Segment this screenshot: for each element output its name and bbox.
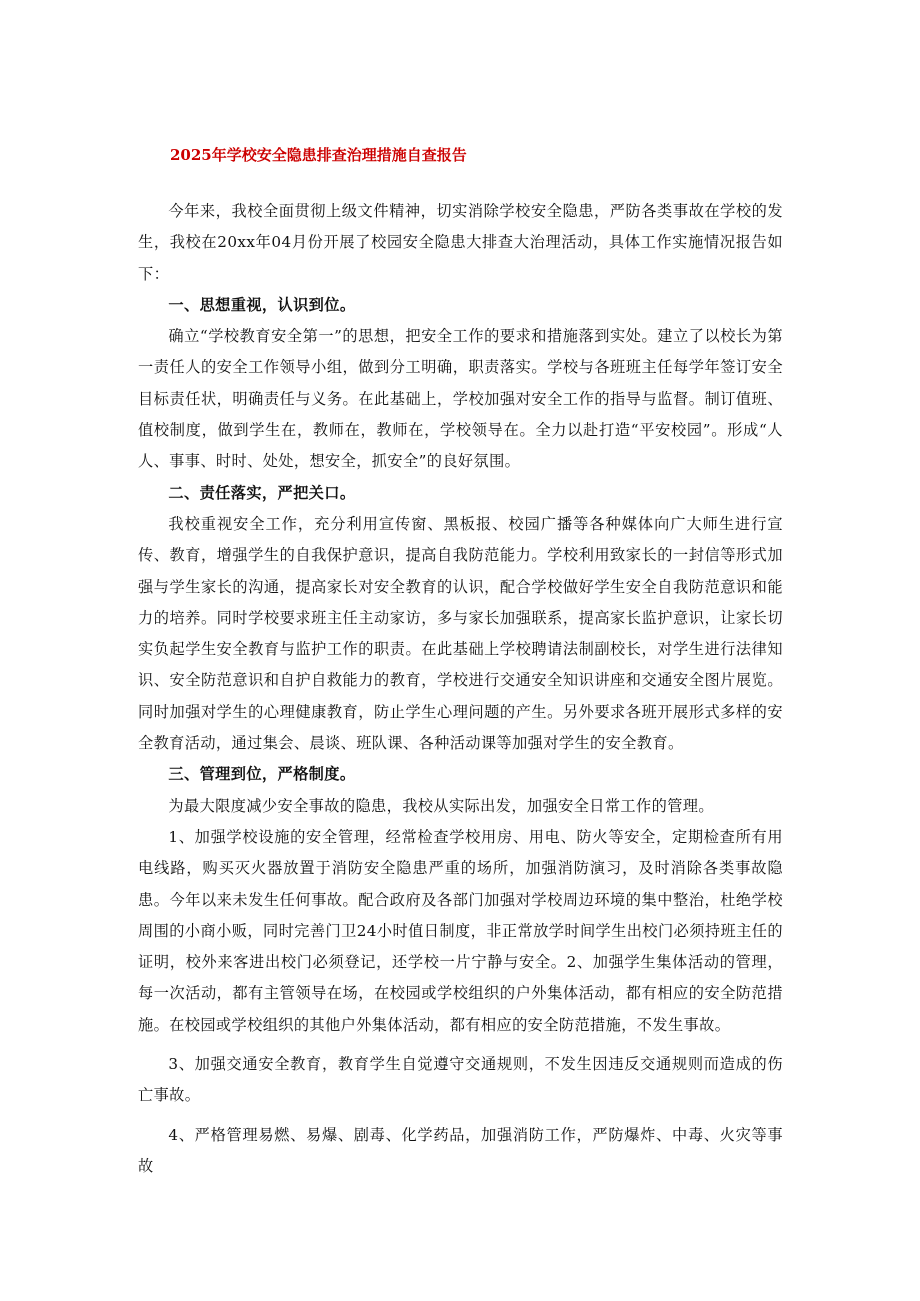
section-2-heading: 二、责任落实，严把关口。: [168, 483, 356, 502]
section-3-intro: 为最大限度减少安全事故的隐患，我校从实际出发，加强安全日常工作的管理。: [168, 796, 714, 815]
section-1-heading: 一、思想重视，认识到位。: [168, 295, 356, 314]
intro-paragraph: 今年来，我校全面贯彻上级文件精神，切实消除学校安全隐患，严防各类事故在学校的发生，我校在20xx年04月份开展了校园安全隐患大排查大治理活动，具体工作实施情况报告如下：: [138, 202, 783, 283]
document-title: 2025年学校安全隐患排查治理措施自查报告: [170, 146, 467, 164]
document-body: [138, 196, 783, 1182]
section-3-item-3: 3、加强交通安全教育，教育学生自觉遵守交通规则，不发生因违反交通规则而造成的伤亡事故。: [138, 1055, 783, 1105]
section-3-item-4: 4、严格管理易燃、易爆、剧毒、化学药品，加强消防工作，严防爆炸、中毒、火灾等事故: [138, 1125, 783, 1175]
section-1-paragraph: 确立“学校教育安全第一”的思想，把安全工作的要求和措施落到实处。建立了以校长为第一责任人的安全工作领导小组，做到分工明确，职责落实。学校与各班班主任每学年签订安全目标责任状，明确责任与义务。在此基础上，学校加强对安全工作的指导与监督。制订值班、值校制度，做到学生在，教师在，教师在，学校领导在。全力以赴打造“平安校园”。形成“人人、事事、时时、处处，想安全，抓安全”的良好氛围。: [138, 327, 783, 471]
section-3-item-1: 1、加强学校设施的安全管理，经常检查学校用房、用电、防火等安全，定期检查所有用电线路，购买灭火器放置于消防安全隐患严重的场所，加强消防演习，及时消除各类事故隐患。今年以来未发生任何事故。配合政府及各部门加强对学校周边环境的集中整治，杜绝学校周围的小商小贩，同时完善门卫24小时值日制度，非正常放学时间学生出校门必须持班主任的证明，校外来客进出校门必须登记，还学校一片宁静与安全。2、加强学生集体活动的管理，每一次活动，都有主管领导在场，在校园或学校组织的户外集体活动，都有相应的安全防范措施。在校园或学校组织的其他户外集体活动，都有相应的安全防范措施，不发生事故。: [138, 827, 783, 1034]
section-2-paragraph: 我校重视安全工作，充分利用宣传窗、黑板报、校园广播等各种媒体向广大师生进行宣传、教育，增强学生的自我保护意识，提高自我防范能力。学校利用致家长的一封信等形式加强与学生家长的沟通，提高家长对安全教育的认识，配合学校做好学生安全自我防范意识和能力的培养。同时学校要求班主任主动家访，多与家长加强联系，提高家长监护意识，让家长切实负起学生安全教育与监护工作的职责。在此基础上学校聘请法制副校长，对学生进行法律知识、安全防范意识和自护自救能力的教育，学校进行交通安全知识讲座和交通安全图片展览。同时加强对学生的心理健康教育，防止学生心理问题的产生。另外要求各班开展形式多样的安全教育活动，通过集会、晨谈、班队课、各种活动课等加强对学生的安全教育。: [138, 514, 783, 753]
section-3-heading: 三、管理到位，严格制度。: [168, 765, 356, 784]
